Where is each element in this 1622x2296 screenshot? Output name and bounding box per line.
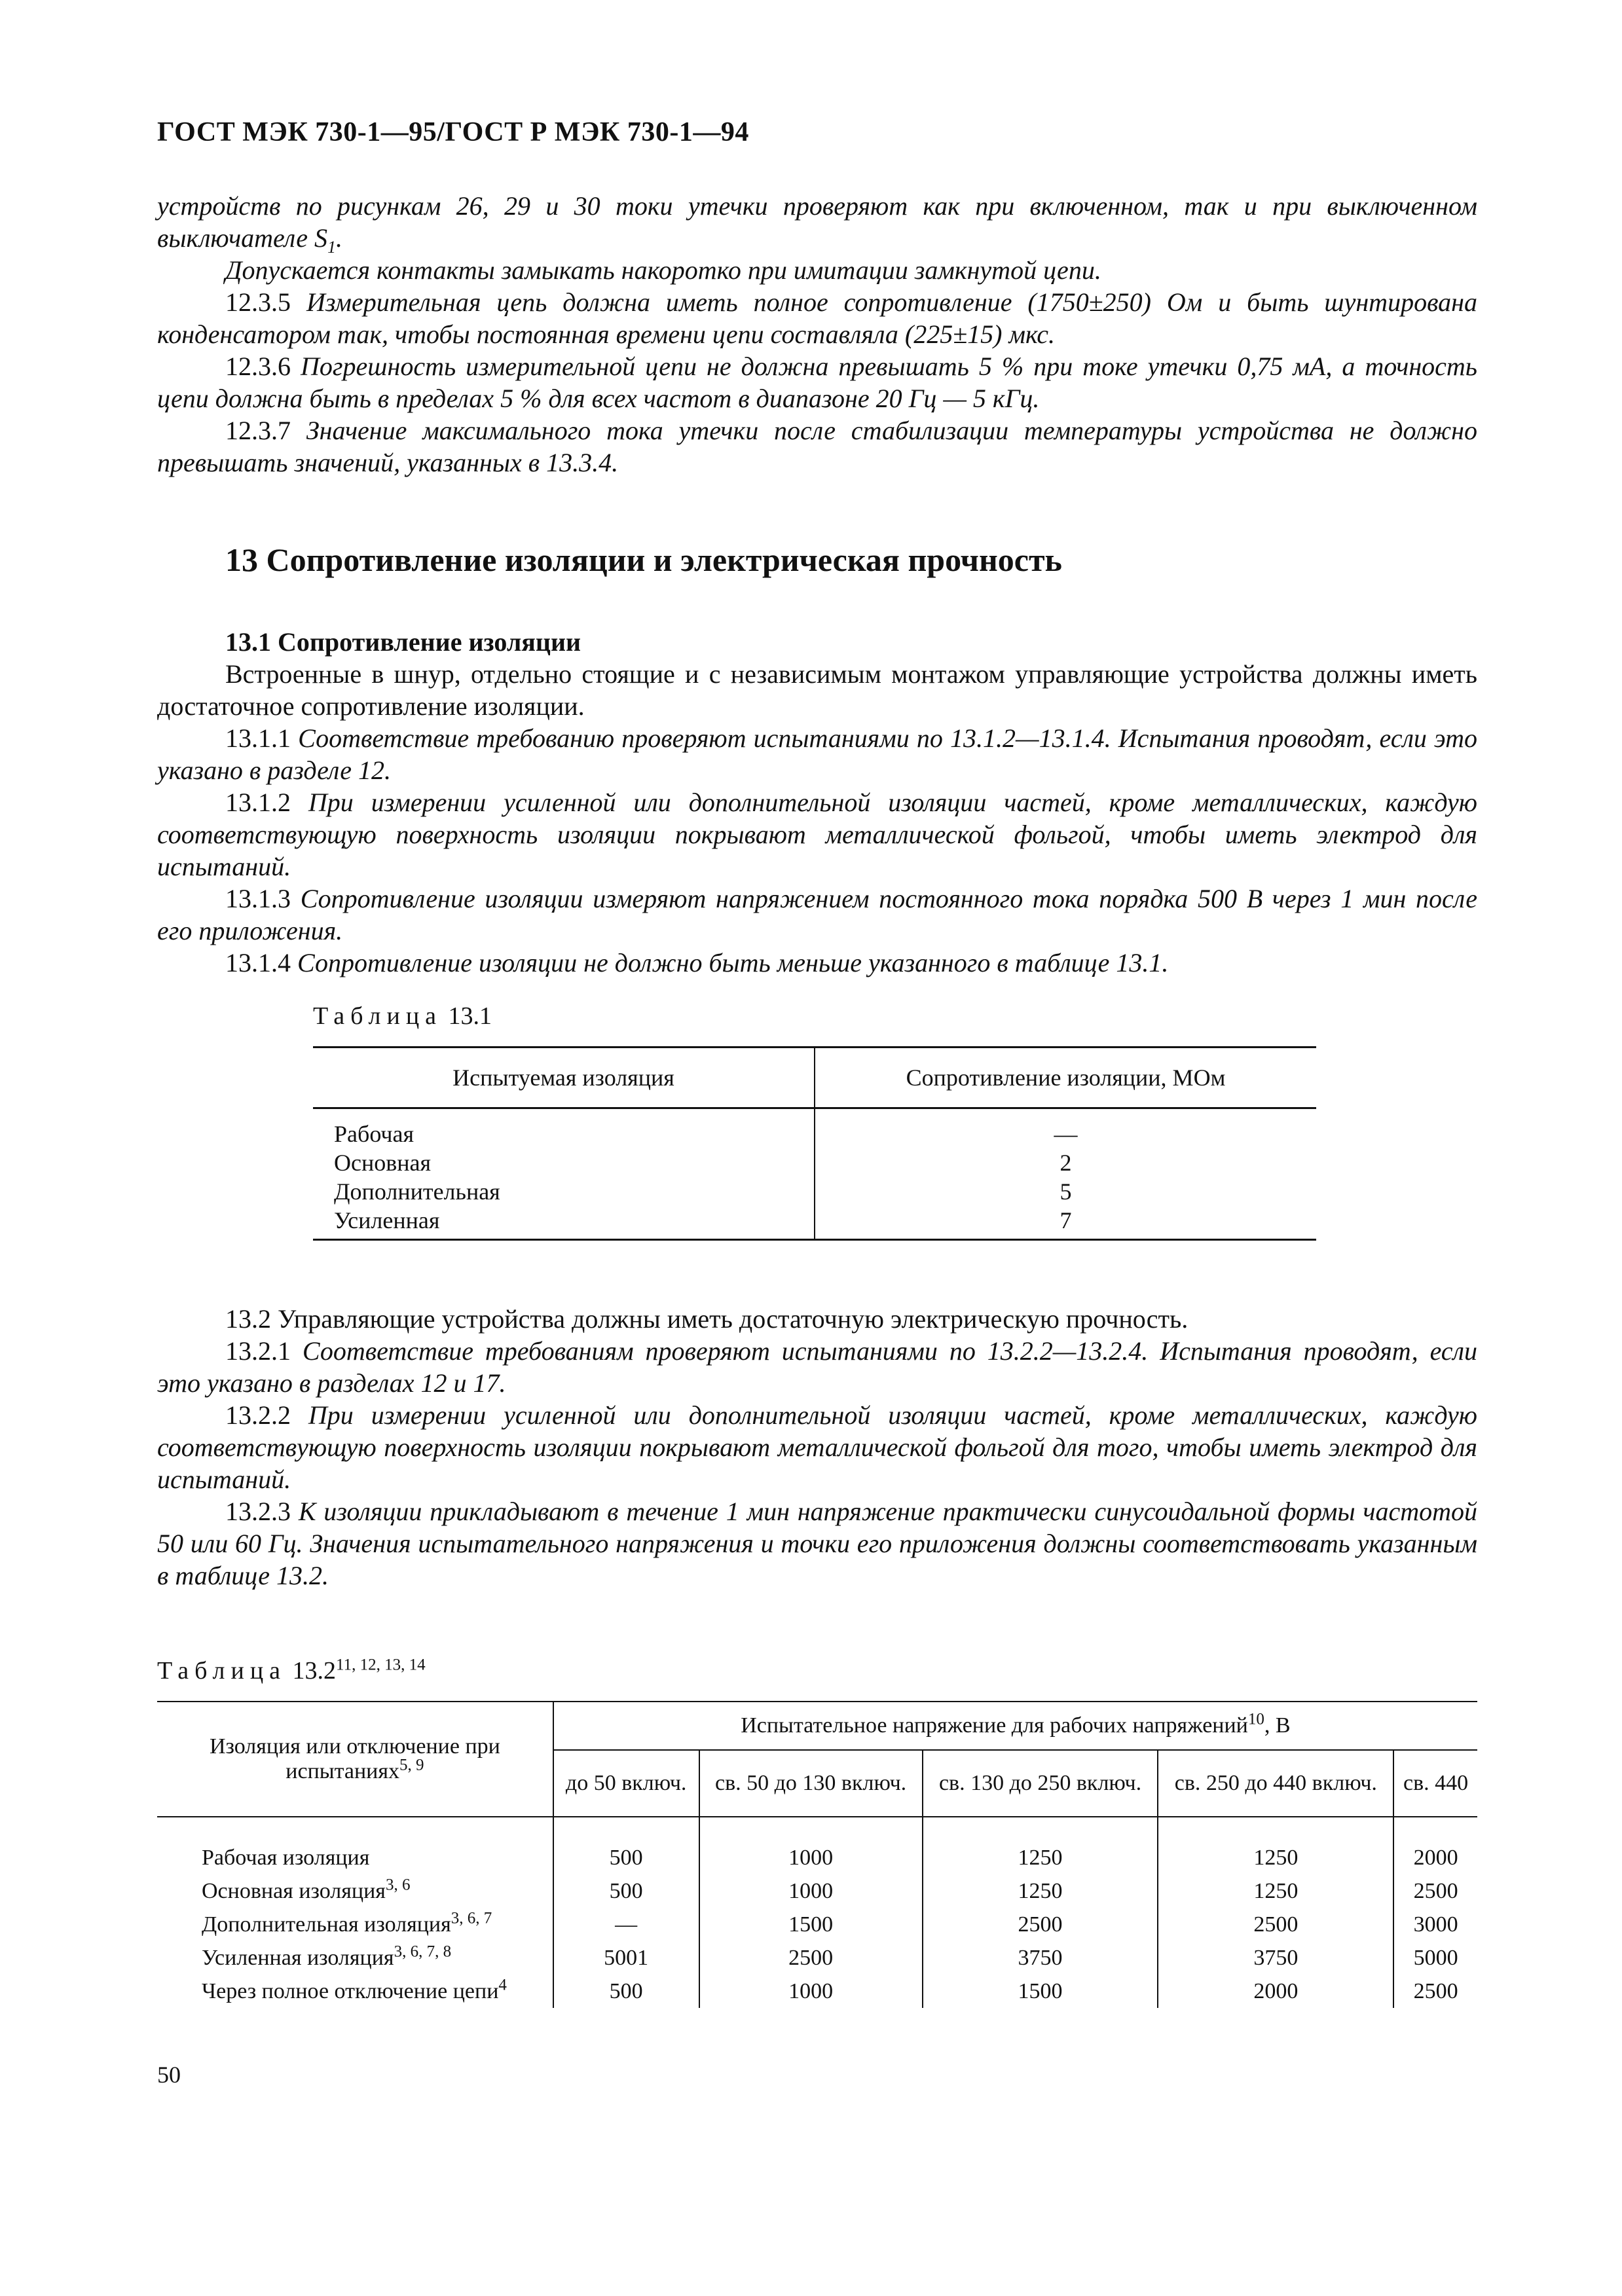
table-cell: 1250	[923, 1874, 1158, 1908]
table-row-label: Дополнительная изоляция$^{3, 6, 7}$	[202, 1909, 492, 1937]
paragraph-13-1: Встроенные в шнур, отдельно стоящие и с независимым монтажом управляющие устройства должны иметь достаточное сопротивление изоляции.	[157, 659, 1477, 721]
table-row	[157, 1874, 1477, 1908]
table-cell: Основная	[313, 1148, 815, 1177]
paragraph-13-1-4: 13.1.4 Сопротивление изоляции не должно быть меньше указанного в таблице 13.1.	[225, 948, 1169, 977]
table-cell: 1500	[699, 1908, 923, 1941]
table-cell: 3750	[923, 1941, 1158, 1975]
table-cell: 2000	[1158, 1975, 1393, 2008]
table-13-1-header: Сопротивление изоляции, МОм	[815, 1048, 1316, 1108]
table-cell: 1250	[923, 1817, 1158, 1874]
table-cell: 1250	[1158, 1817, 1393, 1874]
paragraph-13-1-1: 13.1.1 Соответствие требованию проверяют испытаниями по 13.1.2—13.1.4. Испытания проводят, если это указано в разделе 12.	[157, 723, 1477, 785]
table-row	[157, 1817, 1477, 1874]
table-cell: 2500	[1158, 1908, 1393, 1941]
paragraph-12-3-5: 12.3.5 Измерительная цепь должна иметь полное сопротивление (1750±250) Ом и быть шунтирована конденсатором так, чтобы постоянная времени цепи составляла (225±15) мкс.	[157, 287, 1478, 349]
paragraph-13-2-1: 13.2.1 Соответствие требованиям проверяют испытаниями по 13.2.2—13.2.4. Испытания проводят, если это указано в разделах 12 и 17.	[157, 1336, 1477, 1398]
table-cell: 2500	[699, 1941, 923, 1975]
table-row-label: Основная изоляция$^{3, 6}$	[202, 1876, 411, 1903]
table-row	[313, 1177, 1316, 1206]
paragraph-13-1-3: 13.1.3 Сопротивление изоляции измеряют напряжением постоянного тока порядка 500 В через 1 мин после его приложения.	[157, 884, 1477, 945]
table-cell: Рабочая	[313, 1108, 815, 1149]
subsection-13-1-title: 13.1 Сопротивление изоляции	[225, 627, 581, 657]
table-cell: 2500	[923, 1908, 1158, 1941]
table-cell: 500	[553, 1975, 699, 2008]
table-cell: 3750	[1158, 1941, 1393, 1975]
paragraph-13-1-2: 13.1.2 При измерении усиленной или дополнительной изоляции частей, кроме металлических, каждую соответствующую поверхность изоляции покрывают металлической фольгой, чтобы иметь электрод для испытаний.	[157, 788, 1478, 881]
table-cell: 7	[815, 1206, 1316, 1240]
table-row-label: Рабочая изоляция	[202, 1846, 370, 1870]
table-cell: —	[1054, 1121, 1078, 1147]
table-cell: 5000	[1393, 1941, 1477, 1975]
page-header: ГОСТ МЭК 730-1—95/ГОСТ Р МЭК 730-1—94	[157, 117, 749, 147]
table-cell: 1000	[699, 1975, 923, 2008]
paragraph-intro-continued: устройств по рисункам 26, 29 и 30 токи утечки проверяют как при включенном, так и при выключенном выключателе $S_1$.	[157, 191, 1477, 257]
table-row-label: Усиленная изоляция$^{3, 6, 7, 8}$	[202, 1942, 452, 1970]
table-cell: 500	[553, 1874, 699, 1908]
section-13-title: 13 Сопротивление изоляции и электрическая прочность	[225, 541, 1062, 578]
table-13-2-caption: Таблица 13.2$^{11, 12, 13, 14}$	[157, 1656, 426, 1685]
paragraph-12-3-6: 12.3.6 Погрешность измерительной цепи не должна превышать 5 % при токе утечки 0,75 мА, а точность цепи должна быть в пределах 5 % для всех частот в диапазоне 20 Гц — 5 кГц.	[157, 352, 1478, 413]
table-13-1-header: Испытуемая изоляция	[313, 1048, 815, 1108]
table-cell: 2500	[1393, 1874, 1477, 1908]
table-row	[157, 1941, 1477, 1975]
paragraph-13-2-2: 13.2.2 При измерении усиленной или дополнительной изоляции частей, кроме металлических, каждую соответствующую поверхность изоляции покрывают металлической фольгой для того, чтобы иметь электрод для испытаний.	[157, 1400, 1478, 1494]
table-13-2	[157, 1701, 1477, 2008]
table-13-2-subheader: св. 440	[1393, 1750, 1477, 1817]
table-13-2-header-insulation: Изоляция или отключение при испытаниях$^{5, 9}$	[157, 1702, 553, 1817]
page-number: 50	[157, 2062, 181, 2088]
table-cell: 1000	[699, 1817, 923, 1874]
paragraph-13-2: 13.2 Управляющие устройства должны иметь достаточную электрическую прочность.	[225, 1304, 1189, 1334]
table-row	[313, 1148, 1316, 1177]
table-row	[313, 1206, 1316, 1240]
table-row-label: Через полное отключение цепи$^4$	[202, 1976, 507, 2003]
table-cell: 1000	[699, 1874, 923, 1908]
table-cell: Усиленная	[313, 1206, 815, 1240]
table-cell: 5001	[553, 1941, 699, 1975]
table-13-2-header-voltage: Испытательное напряжение для рабочих напряжений$^{10}$, В	[553, 1702, 1477, 1750]
table-row	[157, 1975, 1477, 2008]
paragraph-12-3-7: 12.3.7 Значение максимального тока утечки после стабилизации температуры устройства не должно превышать значений, указанных в 13.3.4.	[157, 416, 1477, 477]
table-13-2-subheader: до 50 включ.	[553, 1750, 699, 1817]
table-row	[313, 1108, 1316, 1149]
table-row	[157, 1908, 1477, 1941]
table-cell: 500	[553, 1817, 699, 1874]
table-cell: Дополнительная	[313, 1177, 815, 1206]
table-13-2-subheader: св. 50 до 130 включ.	[699, 1750, 923, 1817]
table-cell: 3000	[1393, 1908, 1477, 1941]
table-cell: 2	[1060, 1150, 1072, 1176]
table-cell: 2000	[1393, 1817, 1477, 1874]
table-cell: —	[553, 1908, 699, 1941]
table-13-2-subheader: св. 130 до 250 включ.	[923, 1750, 1158, 1817]
table-13-2-subheader: св. 250 до 440 включ.	[1158, 1750, 1393, 1817]
paragraph-13-2-3: 13.2.3 К изоляции прикладывают в течение 1 мин напряжение практически синусоидальной формы частотой 50 или 60 Гц. Значения испытательного напряжения и точки его приложения должны соответствовать указанным в таблице 13.2.	[157, 1497, 1477, 1590]
intro-block	[157, 190, 1477, 479]
table-cell: 1500	[923, 1975, 1158, 2008]
table-cell: 2500	[1393, 1975, 1477, 2008]
paragraph-short-circuit: Допускается контакты замыкать накоротко при имитации замкнутой цепи.	[225, 255, 1101, 285]
section-13-1-block	[157, 626, 1477, 979]
table-13-1	[313, 1046, 1316, 1241]
table-cell: 5	[1060, 1178, 1072, 1205]
section-13-2-block	[157, 1303, 1477, 1592]
table-cell: 1250	[1158, 1874, 1393, 1908]
table-13-1-caption: Таблица 13.1	[313, 1002, 492, 1030]
